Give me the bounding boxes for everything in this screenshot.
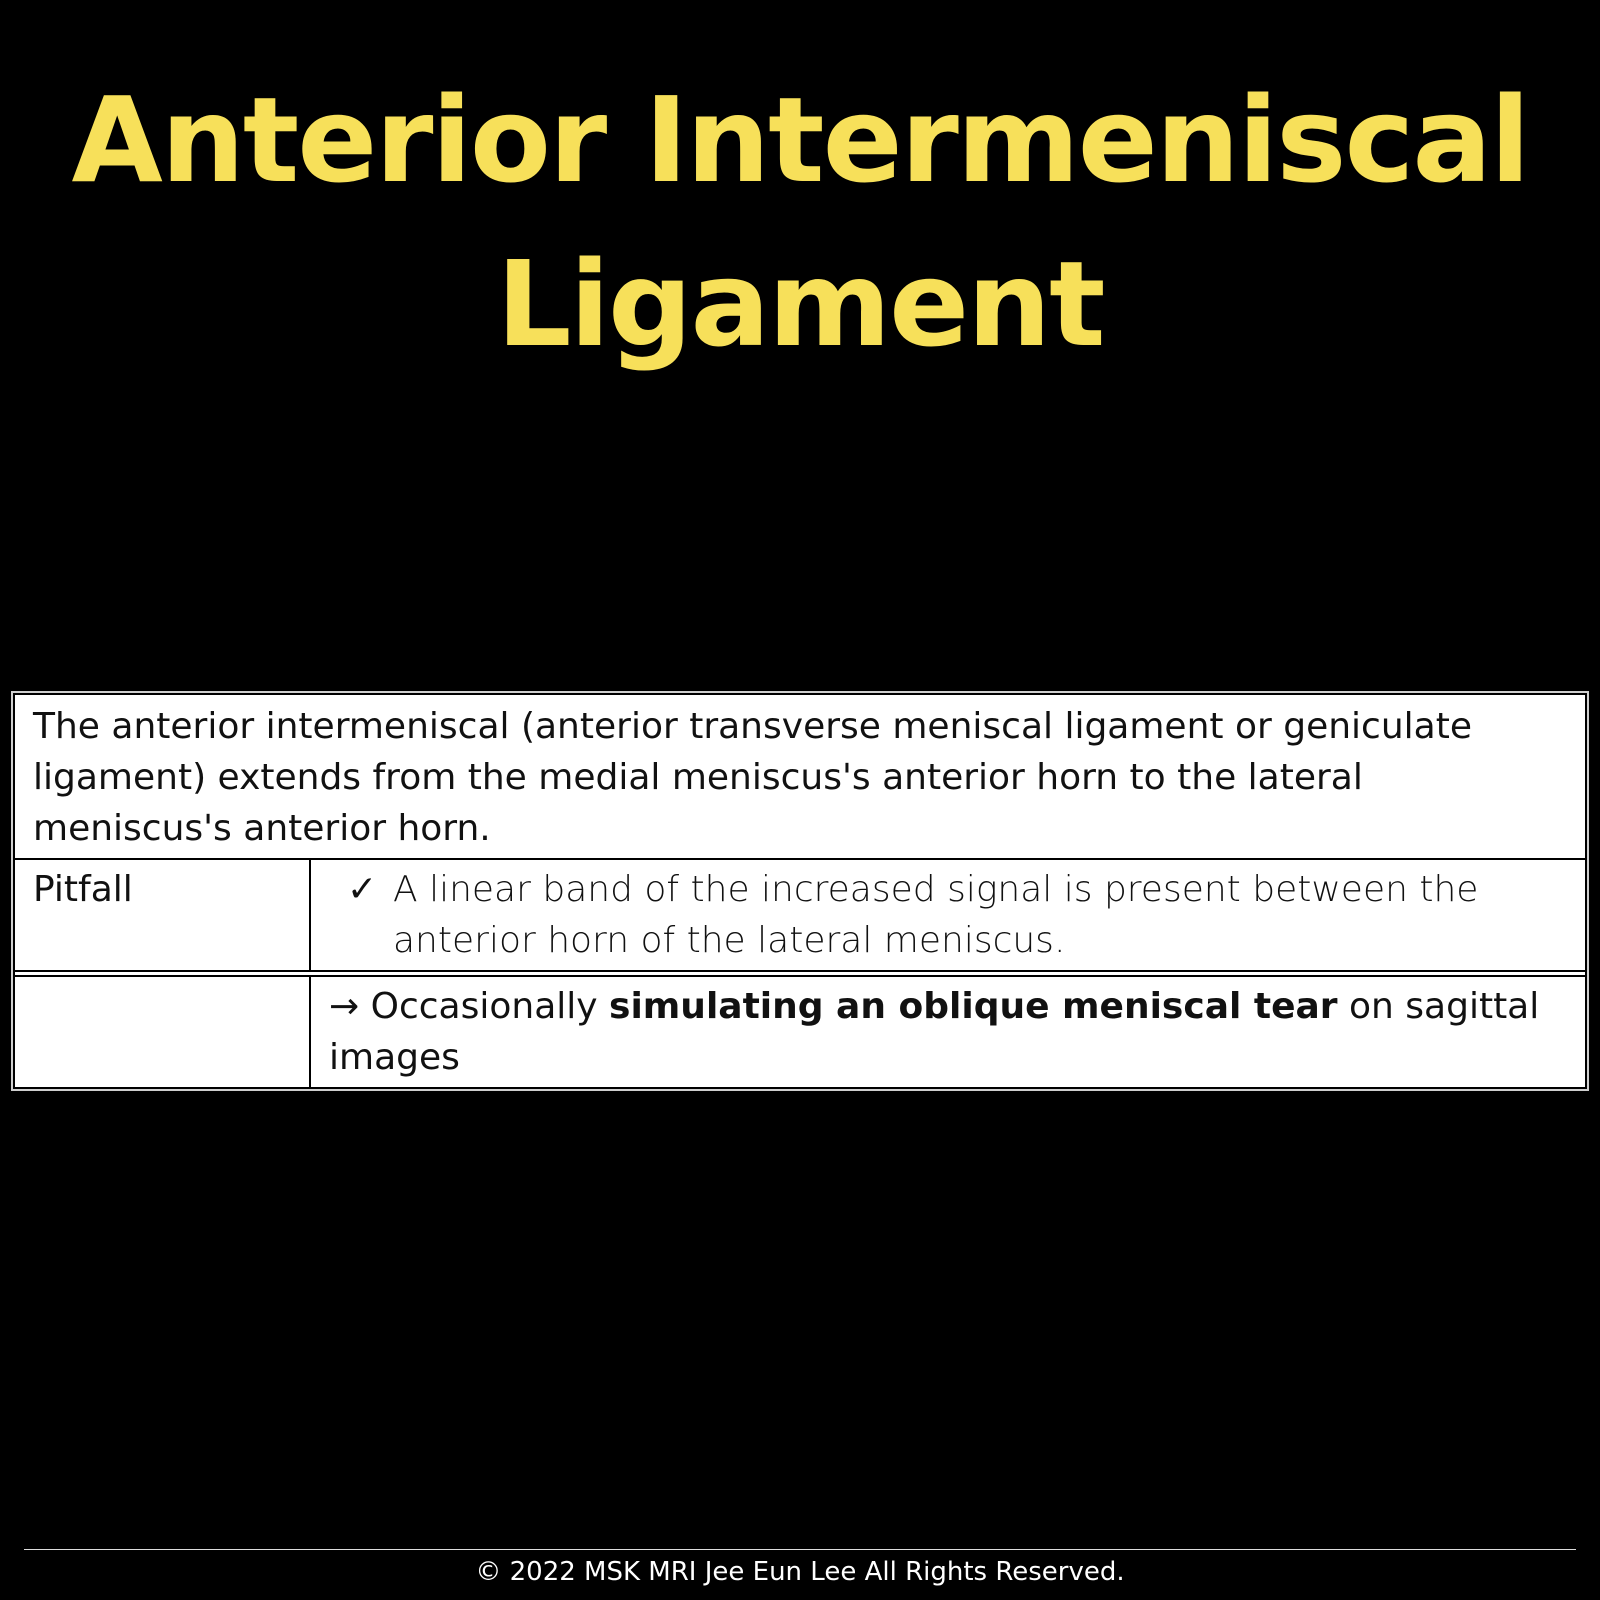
pitfall-cell (310, 859, 1586, 971)
footer-divider (24, 1549, 1576, 1550)
pitfall-label: Pitfall (14, 859, 310, 971)
note-prefix: Occasionally (370, 986, 598, 1027)
note-row (14, 976, 1586, 1088)
info-table-container (13, 693, 1587, 1089)
note-empty-cell (14, 976, 310, 1088)
note-emphasis: simulating an oblique meniscal tear (609, 986, 1338, 1027)
footer-copyright: © 2022 MSK MRI Jee Eun Lee All Rights Reserved. (475, 1557, 1125, 1587)
title-line-2: Ligament (496, 235, 1104, 373)
pitfall-item (347, 864, 1571, 966)
arrow-right-icon: → (329, 986, 360, 1027)
description-cell: The anterior intermeniscal (anterior transverse meniscal ligament or geniculate ligament) extends from the medial meniscus's anterior horn to the lateral meniscus's anterior horn. (14, 694, 1586, 859)
info-table (13, 693, 1587, 1089)
pitfall-row (14, 859, 1586, 971)
note-cell (310, 976, 1586, 1088)
page-title (0, 58, 1600, 386)
pitfall-text: A linear band of the increased signal is present between the anterior horn of the lateral meniscus. (393, 869, 1479, 961)
note-suffix: on sagittal images (329, 986, 1540, 1078)
description-row (14, 694, 1586, 859)
checkmark-icon: ✓ (347, 869, 378, 910)
title-line-1: Anterior Intermeniscal (71, 71, 1529, 209)
